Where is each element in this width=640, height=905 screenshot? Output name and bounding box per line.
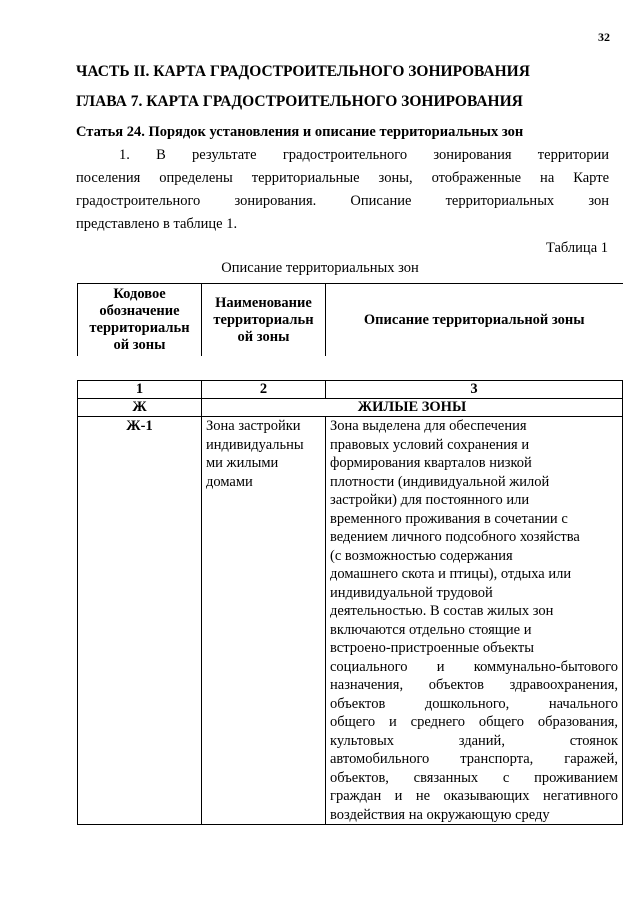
group-row — [78, 399, 623, 417]
table-reference: Таблица 1 — [545, 240, 608, 256]
table-header — [77, 283, 623, 356]
zone-name-line: ми жилыми — [206, 455, 279, 471]
description-line: плотности (индивидуальной жилой — [330, 473, 550, 490]
part-title: ЧАСТЬ II. КАРТА ГРАДОСТРОИТЕЛЬНОГО ЗОНИРОВАНИЯ — [76, 63, 530, 80]
description-line: общего и среднего общего образования, — [330, 714, 618, 730]
zone-name-line: Зона застройки — [206, 418, 301, 434]
table-caption: Описание территориальных зон — [221, 260, 419, 276]
description-line: граждан и не оказывающих негативного — [330, 788, 618, 804]
paragraph-line: 1. В результате градостроительного зонирования территории — [119, 147, 609, 163]
column-number-row — [78, 381, 623, 399]
description-line: социального и коммунально-бытового — [330, 658, 618, 675]
description-line: формирования кварталов низкой — [330, 455, 532, 471]
description-line: деятельностью. В состав жилых зон — [330, 603, 554, 619]
group-name: ЖИЛЫЕ ЗОНЫ — [202, 399, 623, 417]
description-line: объектов дошкольного, начального — [330, 695, 618, 712]
description-line: индивидуальной трудовой — [330, 584, 493, 601]
column-number: 2 — [202, 381, 326, 399]
page-number: 32 — [598, 30, 610, 44]
group-code: Ж — [78, 399, 202, 417]
description-line: объектов, связанных с проживанием — [330, 769, 618, 786]
zone-code: Ж-1 — [78, 417, 202, 825]
zone-name-line: домами — [206, 473, 253, 490]
chapter-title: ГЛАВА 7. КАРТА ГРАДОСТРОИТЕЛЬНОГО ЗОНИРОВАНИЯ — [76, 93, 523, 110]
description-line: домашнего скота и птицы), отдыха или — [330, 566, 572, 582]
table-row — [78, 417, 623, 825]
column-number: 3 — [326, 381, 623, 399]
description-line: Зона выделена для обеспечения — [330, 418, 527, 434]
description-line: временного проживания в сочетании с — [330, 510, 568, 527]
header-description: Описание территориальной зоны — [326, 284, 623, 357]
zone-name-line: индивидуальны — [206, 436, 304, 453]
description-line: включаются отдельно стоящие и — [330, 621, 532, 638]
paragraph-line: представлено в таблице 1. — [76, 216, 238, 232]
description-line: встроено-пристроенные объекты — [330, 640, 534, 656]
column-number: 1 — [78, 381, 202, 399]
description-line: автомобильного транспорта, гаражей, — [330, 751, 618, 767]
zones-table — [77, 380, 623, 825]
paragraph-line: поселения определены территориальные зоны, отображенные на Карте — [76, 170, 609, 186]
zone-name — [202, 417, 326, 825]
description-line: культовых зданий, стоянок — [330, 732, 618, 749]
header-code: Кодовое обозначение территориальн ой зоны — [78, 284, 202, 357]
description-line: ведением личного подсобного хозяйства — [330, 529, 580, 545]
description-line: назначения, объектов здравоохранения, — [330, 677, 618, 693]
article-title: Статья 24. Порядок установления и описание территориальных зон — [76, 124, 524, 140]
description-line: (с возможностью содержания — [330, 547, 513, 564]
intro-paragraph — [76, 144, 609, 236]
zone-description — [326, 417, 623, 825]
description-line: правовых условий сохранения и — [330, 436, 530, 453]
header-name: Наименование территориальн ой зоны — [202, 284, 326, 357]
paragraph-line: градостроительного зонирования. Описание территориальных зон — [76, 193, 609, 209]
description-line: застройки) для постоянного или — [330, 492, 530, 508]
description-line: воздействия на окружающую среду — [330, 806, 550, 823]
